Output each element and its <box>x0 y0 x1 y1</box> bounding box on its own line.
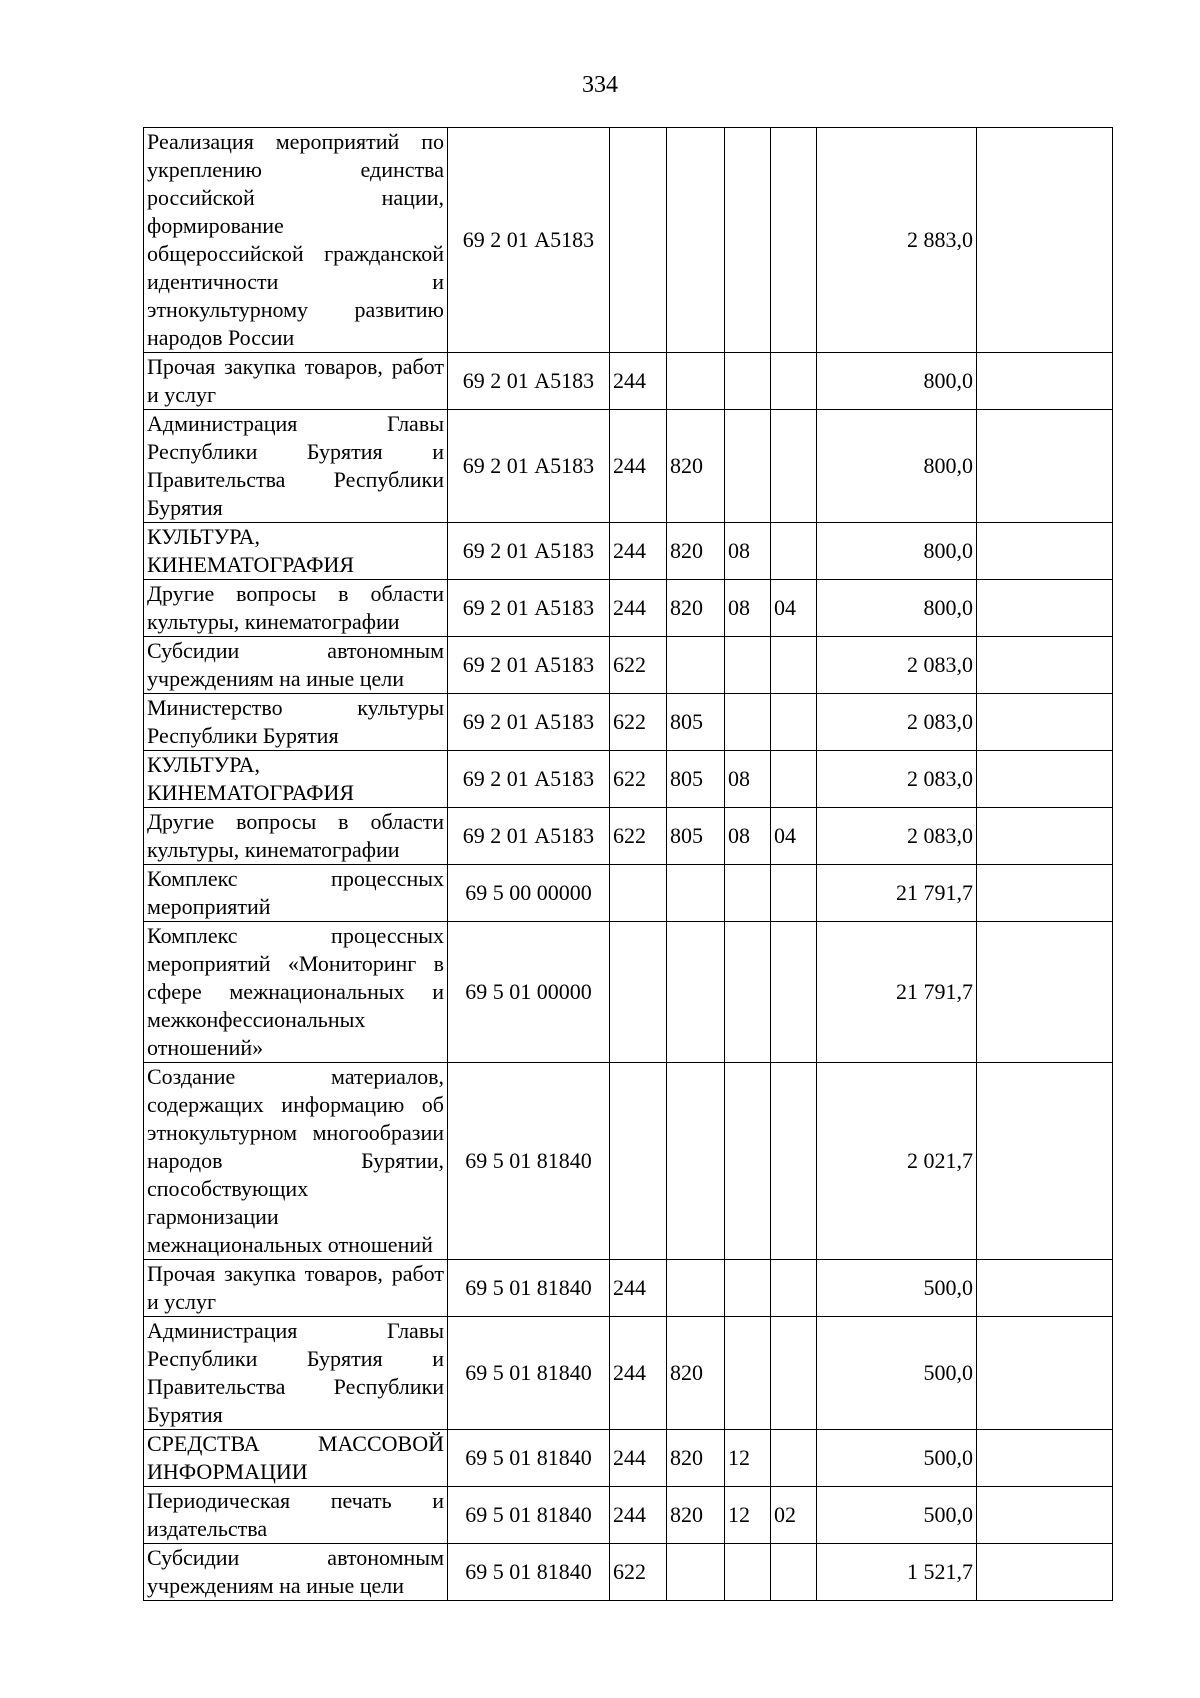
section-code: 08 <box>725 580 771 637</box>
subsection-code <box>771 751 817 808</box>
empty-cell <box>977 523 1113 580</box>
table-row <box>144 1260 1113 1317</box>
expense-type: 244 <box>610 1487 667 1544</box>
section-code <box>725 1544 771 1601</box>
amount: 500,0 <box>817 1487 977 1544</box>
administrator-code <box>667 1544 725 1601</box>
target-code: 69 5 01 00000 <box>448 922 610 1063</box>
section-code <box>725 922 771 1063</box>
empty-cell <box>977 694 1113 751</box>
row-name: Создание материалов, содержащих информацию об этнокультурном многообразии народов Бурятии, способствующих гармонизации межнациональных отношений <box>144 1063 448 1260</box>
target-code: 69 5 01 81840 <box>448 1544 610 1601</box>
row-name: Министерство культуры Республики Бурятия <box>144 694 448 751</box>
row-name: Субсидии автономным учреждениям на иные цели <box>144 637 448 694</box>
section-code <box>725 1063 771 1260</box>
budget-table <box>143 127 1113 1601</box>
amount: 500,0 <box>817 1317 977 1430</box>
row-name: Другие вопросы в области культуры, кинематографии <box>144 580 448 637</box>
table-row <box>144 865 1113 922</box>
administrator-code: 820 <box>667 523 725 580</box>
administrator-code: 820 <box>667 1487 725 1544</box>
table-row <box>144 353 1113 410</box>
subsection-code <box>771 1430 817 1487</box>
expense-type: 244 <box>610 410 667 523</box>
expense-type <box>610 865 667 922</box>
target-code: 69 5 00 00000 <box>448 865 610 922</box>
amount: 2 021,7 <box>817 1063 977 1260</box>
empty-cell <box>977 922 1113 1063</box>
table-row <box>144 1487 1113 1544</box>
row-name: КУЛЬТУРА, КИНЕМАТОГРАФИЯ <box>144 523 448 580</box>
row-name: Прочая закупка товаров, работ и услуг <box>144 1260 448 1317</box>
subsection-code <box>771 922 817 1063</box>
target-code: 69 2 01 А5183 <box>448 523 610 580</box>
row-name: КУЛЬТУРА, КИНЕМАТОГРАФИЯ <box>144 751 448 808</box>
subsection-code <box>771 128 817 353</box>
section-code <box>725 637 771 694</box>
table-row <box>144 922 1113 1063</box>
subsection-code <box>771 1260 817 1317</box>
empty-cell <box>977 1487 1113 1544</box>
section-code <box>725 694 771 751</box>
table-row <box>144 580 1113 637</box>
expense-type <box>610 128 667 353</box>
subsection-code <box>771 694 817 751</box>
expense-type: 622 <box>610 808 667 865</box>
table-row <box>144 808 1113 865</box>
empty-cell <box>977 637 1113 694</box>
section-code <box>725 1317 771 1430</box>
table-row <box>144 128 1113 353</box>
table-row <box>144 1544 1113 1601</box>
amount: 21 791,7 <box>817 922 977 1063</box>
table-row <box>144 637 1113 694</box>
amount: 500,0 <box>817 1430 977 1487</box>
expense-type: 622 <box>610 1544 667 1601</box>
empty-cell <box>977 751 1113 808</box>
table-row <box>144 694 1113 751</box>
empty-cell <box>977 1260 1113 1317</box>
expense-type: 622 <box>610 694 667 751</box>
subsection-code <box>771 1317 817 1430</box>
target-code: 69 2 01 А5183 <box>448 808 610 865</box>
administrator-code <box>667 1260 725 1317</box>
expense-type: 244 <box>610 580 667 637</box>
subsection-code <box>771 865 817 922</box>
empty-cell <box>977 1544 1113 1601</box>
row-name: Периодическая печать и издательства <box>144 1487 448 1544</box>
section-code: 08 <box>725 808 771 865</box>
administrator-code: 805 <box>667 751 725 808</box>
amount: 800,0 <box>817 353 977 410</box>
subsection-code: 04 <box>771 808 817 865</box>
row-name: Прочая закупка товаров, работ и услуг <box>144 353 448 410</box>
target-code: 69 5 01 81840 <box>448 1430 610 1487</box>
section-code <box>725 1260 771 1317</box>
row-name: СРЕДСТВА МАССОВОЙ ИНФОРМАЦИИ <box>144 1430 448 1487</box>
section-code: 12 <box>725 1487 771 1544</box>
empty-cell <box>977 128 1113 353</box>
target-code: 69 2 01 А5183 <box>448 128 610 353</box>
target-code: 69 5 01 81840 <box>448 1317 610 1430</box>
target-code: 69 2 01 А5183 <box>448 580 610 637</box>
target-code: 69 2 01 А5183 <box>448 353 610 410</box>
amount: 2 083,0 <box>817 751 977 808</box>
administrator-code: 805 <box>667 694 725 751</box>
section-code: 12 <box>725 1430 771 1487</box>
subsection-code <box>771 410 817 523</box>
administrator-code <box>667 1063 725 1260</box>
section-code <box>725 865 771 922</box>
empty-cell <box>977 410 1113 523</box>
empty-cell <box>977 580 1113 637</box>
target-code: 69 2 01 А5183 <box>448 410 610 523</box>
row-name: Другие вопросы в области культуры, кинематографии <box>144 808 448 865</box>
administrator-code: 820 <box>667 410 725 523</box>
section-code: 08 <box>725 751 771 808</box>
row-name: Реализация мероприятий по укреплению единства российской нации, формирование общероссийской гражданской идентичности и этнокультурному развитию народов России <box>144 128 448 353</box>
administrator-code: 820 <box>667 580 725 637</box>
table-row <box>144 410 1113 523</box>
row-name: Субсидии автономным учреждениям на иные цели <box>144 1544 448 1601</box>
section-code <box>725 410 771 523</box>
target-code: 69 5 01 81840 <box>448 1260 610 1317</box>
expense-type <box>610 922 667 1063</box>
administrator-code: 820 <box>667 1430 725 1487</box>
amount: 2 883,0 <box>817 128 977 353</box>
administrator-code <box>667 128 725 353</box>
page-number: 334 <box>582 72 618 98</box>
amount: 1 521,7 <box>817 1544 977 1601</box>
expense-type: 244 <box>610 1430 667 1487</box>
subsection-code <box>771 637 817 694</box>
administrator-code: 805 <box>667 808 725 865</box>
target-code: 69 2 01 А5183 <box>448 637 610 694</box>
expense-type: 622 <box>610 751 667 808</box>
table-row <box>144 1430 1113 1487</box>
expense-type: 244 <box>610 353 667 410</box>
target-code: 69 5 01 81840 <box>448 1487 610 1544</box>
expense-type: 244 <box>610 523 667 580</box>
expense-type: 244 <box>610 1260 667 1317</box>
target-code: 69 2 01 А5183 <box>448 694 610 751</box>
subsection-code: 04 <box>771 580 817 637</box>
row-name: Комплекс процессных мероприятий <box>144 865 448 922</box>
amount: 2 083,0 <box>817 694 977 751</box>
administrator-code <box>667 353 725 410</box>
table-row <box>144 751 1113 808</box>
administrator-code: 820 <box>667 1317 725 1430</box>
subsection-code: 02 <box>771 1487 817 1544</box>
empty-cell <box>977 353 1113 410</box>
empty-cell <box>977 1317 1113 1430</box>
administrator-code <box>667 922 725 1063</box>
section-code <box>725 128 771 353</box>
section-code <box>725 353 771 410</box>
target-code: 69 2 01 А5183 <box>448 751 610 808</box>
subsection-code <box>771 353 817 410</box>
amount: 2 083,0 <box>817 637 977 694</box>
table-row <box>144 1063 1113 1260</box>
amount: 21 791,7 <box>817 865 977 922</box>
amount: 800,0 <box>817 523 977 580</box>
target-code: 69 5 01 81840 <box>448 1063 610 1260</box>
empty-cell <box>977 1063 1113 1260</box>
expense-type <box>610 1063 667 1260</box>
section-code: 08 <box>725 523 771 580</box>
amount: 800,0 <box>817 580 977 637</box>
subsection-code <box>771 523 817 580</box>
administrator-code <box>667 865 725 922</box>
row-name: Администрация Главы Республики Бурятия и Правительства Республики Бурятия <box>144 1317 448 1430</box>
table-row <box>144 1317 1113 1430</box>
empty-cell <box>977 1430 1113 1487</box>
subsection-code <box>771 1544 817 1601</box>
amount: 800,0 <box>817 410 977 523</box>
row-name: Комплекс процессных мероприятий «Мониторинг в сфере межнациональных и межконфессиональных отношений» <box>144 922 448 1063</box>
empty-cell <box>977 865 1113 922</box>
amount: 500,0 <box>817 1260 977 1317</box>
administrator-code <box>667 637 725 694</box>
expense-type: 244 <box>610 1317 667 1430</box>
empty-cell <box>977 808 1113 865</box>
amount: 2 083,0 <box>817 808 977 865</box>
table-row <box>144 523 1113 580</box>
expense-type: 622 <box>610 637 667 694</box>
subsection-code <box>771 1063 817 1260</box>
row-name: Администрация Главы Республики Бурятия и Правительства Республики Бурятия <box>144 410 448 523</box>
